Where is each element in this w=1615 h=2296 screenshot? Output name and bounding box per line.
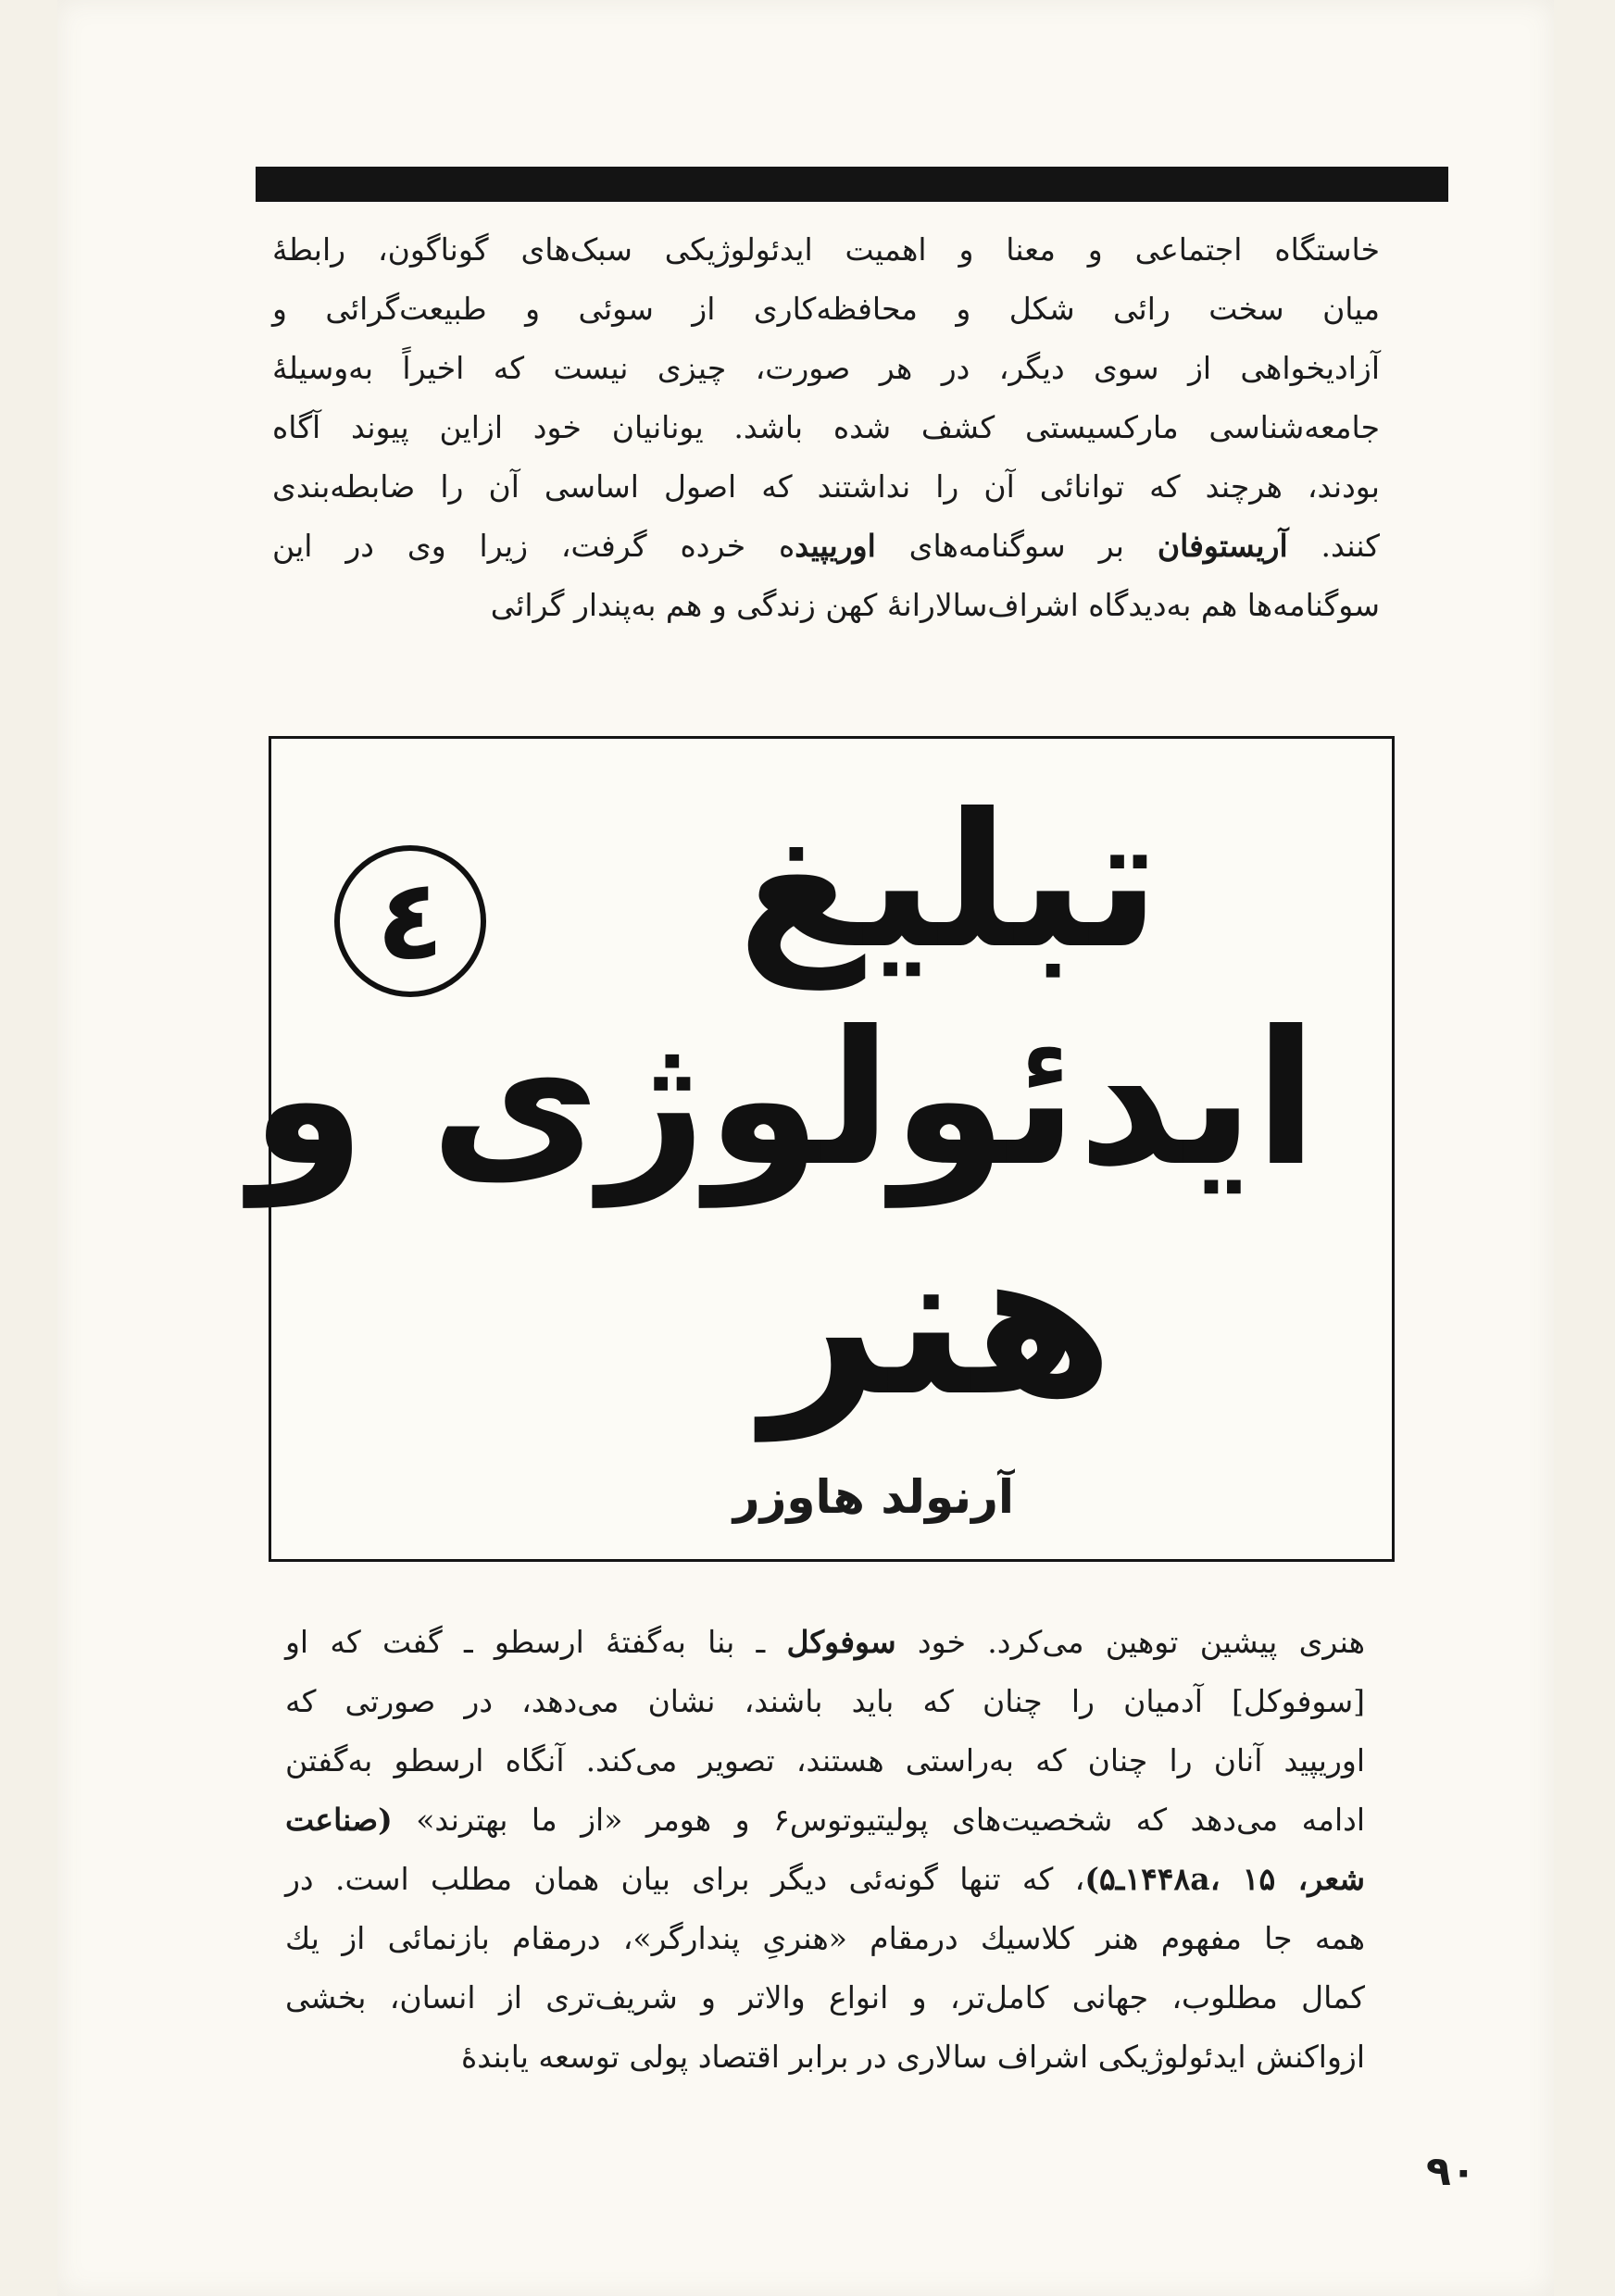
bold-term: آریستوفان <box>1157 528 1288 564</box>
book-page <box>57 0 1554 2296</box>
bold-term: اوریپید <box>795 528 876 564</box>
issue-number-badge: ٤ <box>334 845 486 997</box>
bold-term: سوفوکل <box>786 1624 896 1660</box>
text-line: کمال مطلوب، جهانی کامل‌تر، و انواع والاتر و شریف‌تری از انسان، بخشی <box>285 1979 1365 2015</box>
text-line: همه جا مفهوم هنر کلاسیك درمقام «هنریِ پندارگر»، درمقام بازنمائی از يك <box>285 1920 1365 1956</box>
page-number: ۹۰ <box>1426 2148 1476 2195</box>
bold-term: (صناعت <box>285 1802 393 1838</box>
text-line: جامعه‌شناسی مارکسیستی کشف شده باشد. یونانیان خود ازاین پیوند آگاه <box>272 409 1380 445</box>
paragraph-top <box>272 220 1380 635</box>
text-line: هنری پیشین توهین می‌کرد. خود سوفوکل ـ بنا به‌گفتهٔ ارسطو ـ گفت که او <box>285 1624 1365 1660</box>
text-line: [سوفوکل] آدمیان را چنان که باید باشند، نشان می‌دهد، در صورتی که <box>285 1683 1365 1719</box>
article-author: آرنولد هاوزر <box>732 1470 1014 1524</box>
text-line: خاستگاه اجتماعی و معنا و اهمیت ایدئولوژیکی سبک‌های گوناگون، رابطهٔ <box>272 231 1380 268</box>
text-line: میان سخت رائی شکل و محافظه‌کاری از سوئی و طبیعت‌گرائی و <box>272 291 1380 327</box>
text-line: بودند، هرچند که توانائی آن را نداشتند که اصول اساسی آن را ضابطه‌بندی <box>272 468 1380 505</box>
article-title-line-2: ایدئولوژی و <box>250 992 1318 1207</box>
top-black-rule <box>256 167 1448 202</box>
text-line: کنند. آریستوفان بر سوگنامه‌های اوریپیده خرده گرفت، زیرا وی در این <box>272 528 1380 564</box>
text-line: ازواکنش ایدئولوژیکی اشراف سالاری در برابر اقتصاد پولی توسعه یابندهٔ <box>460 2039 1365 2075</box>
bold-term: شعر، ۱۴۴۸a، ۱۵ـ۵) <box>1084 1861 1365 1897</box>
text-line: اوریپید آنان را چنان که به‌راستی هستند، تصویر می‌کند. آنگاه ارسطو به‌گفتن <box>285 1742 1365 1778</box>
text-line: سوگنامه‌ها هم به‌دیدگاه اشراف‌سالارانهٔ کهن زندگی و هم به‌پندار گرائی <box>490 587 1380 623</box>
article-title-line-1: تبلیغ <box>737 774 1160 990</box>
article-title-box <box>250 736 1395 1562</box>
text-line: شعر، ۱۴۴۸a، ۱۵ـ۵)، که تنها گونه‌ئی دیگر برای بیان همان مطلب است. در <box>285 1861 1365 1897</box>
paragraph-bottom <box>285 1613 1365 2087</box>
text-line: آزادیخواهی از سوی دیگر، در هر صورت، چیزی نیست که اخیراً به‌وسیلهٔ <box>272 350 1380 386</box>
article-title-line-3: هنر <box>762 1204 1114 1441</box>
text-line: ادامه می‌دهد که شخصیت‌های پولیتیوتوس۶ و هومر «از ما بهترند» (صناعت <box>285 1802 1365 1838</box>
